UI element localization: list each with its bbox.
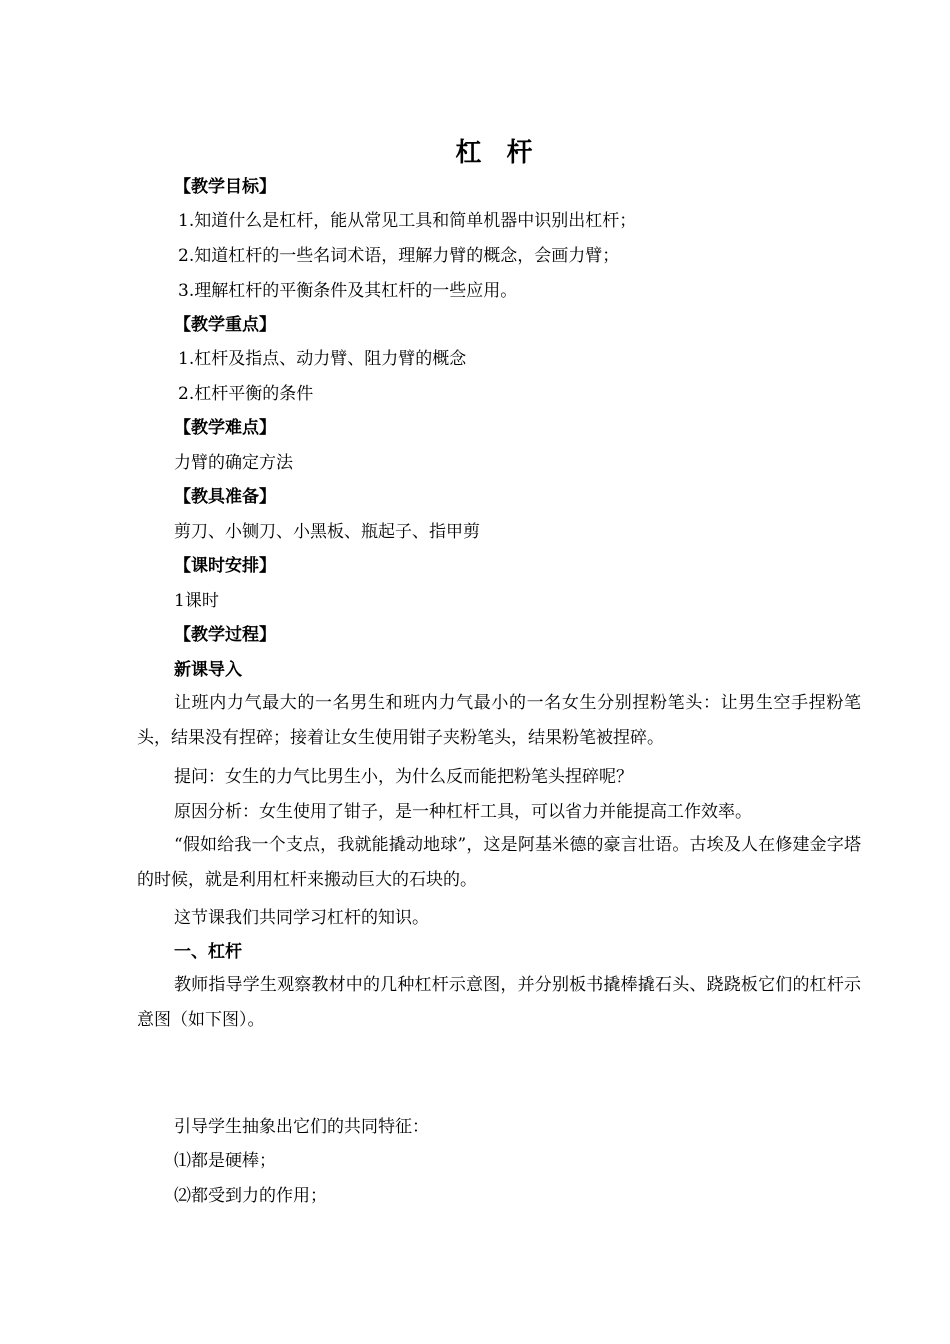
body-paragraph: 这节课我们共同学习杠杆的知识。: [174, 908, 429, 928]
feature-item: ⑵都受到力的作用；: [174, 1186, 327, 1206]
difficulties-text: 力臂的确定方法: [174, 453, 293, 473]
tools-heading: 【教具准备】: [174, 487, 276, 507]
objectives-heading: 【教学目标】: [174, 177, 276, 197]
body-paragraph: 教师指导学生观察教材中的几种杠杆示意图，并分别板书撬棒撬石头、跷跷板它们的杠杆示意图（如下图）。: [137, 975, 861, 1030]
body-paragraph: 提问：女生的力气比男生小，为什么反而能把粉笔头捏碎呢？: [174, 767, 633, 787]
guide-text: 引导学生抽象出它们的共同特征：: [174, 1117, 429, 1137]
intro-heading: 新课导入: [174, 660, 242, 680]
difficulties-heading: 【教学难点】: [174, 418, 276, 438]
body-paragraph: 让班内力气最大的一名男生和班内力气最小的一名女生分别捏粉笔头：让男生空手捏粉笔头，结果没有捏碎；接着让女生使用钳子夹粉笔头，结果粉笔被捏碎。: [137, 693, 861, 748]
tools-text: 剪刀、小铡刀、小黑板、瓶起子、指甲剪: [174, 522, 480, 542]
process-heading: 【教学过程】: [174, 625, 276, 645]
page-title: 杠 杆: [455, 138, 541, 168]
feature-item: ⑴都是硬棒；: [174, 1151, 276, 1171]
objective-item: 3.理解杠杆的平衡条件及其杠杆的一些应用。: [178, 281, 518, 301]
body-paragraph: “假如给我一个支点，我就能撬动地球”，这是阿基米德的豪言壮语。古埃及人在修建金字塔的时候，就是利用杠杆来搬动巨大的石块的。: [137, 835, 861, 890]
section1-heading: 一、杠杆: [174, 942, 242, 962]
objective-item: 1.知道什么是杠杆，能从常见工具和简单机器中识别出杠杆；: [178, 211, 637, 231]
key-point-item: 2.杠杆平衡的条件: [178, 384, 314, 404]
key-point-item: 1.杠杆及指点、动力臂、阻力臂的概念: [178, 349, 467, 369]
objective-item: 2.知道杠杆的一些名词术语，理解力臂的概念，会画力臂；: [178, 246, 620, 266]
schedule-heading: 【课时安排】: [174, 556, 276, 576]
body-paragraph: 原因分析：女生使用了钳子，是一种杠杆工具，可以省力并能提高工作效率。: [174, 802, 752, 822]
schedule-text: 1课时: [174, 591, 219, 611]
key-points-heading: 【教学重点】: [174, 315, 276, 335]
